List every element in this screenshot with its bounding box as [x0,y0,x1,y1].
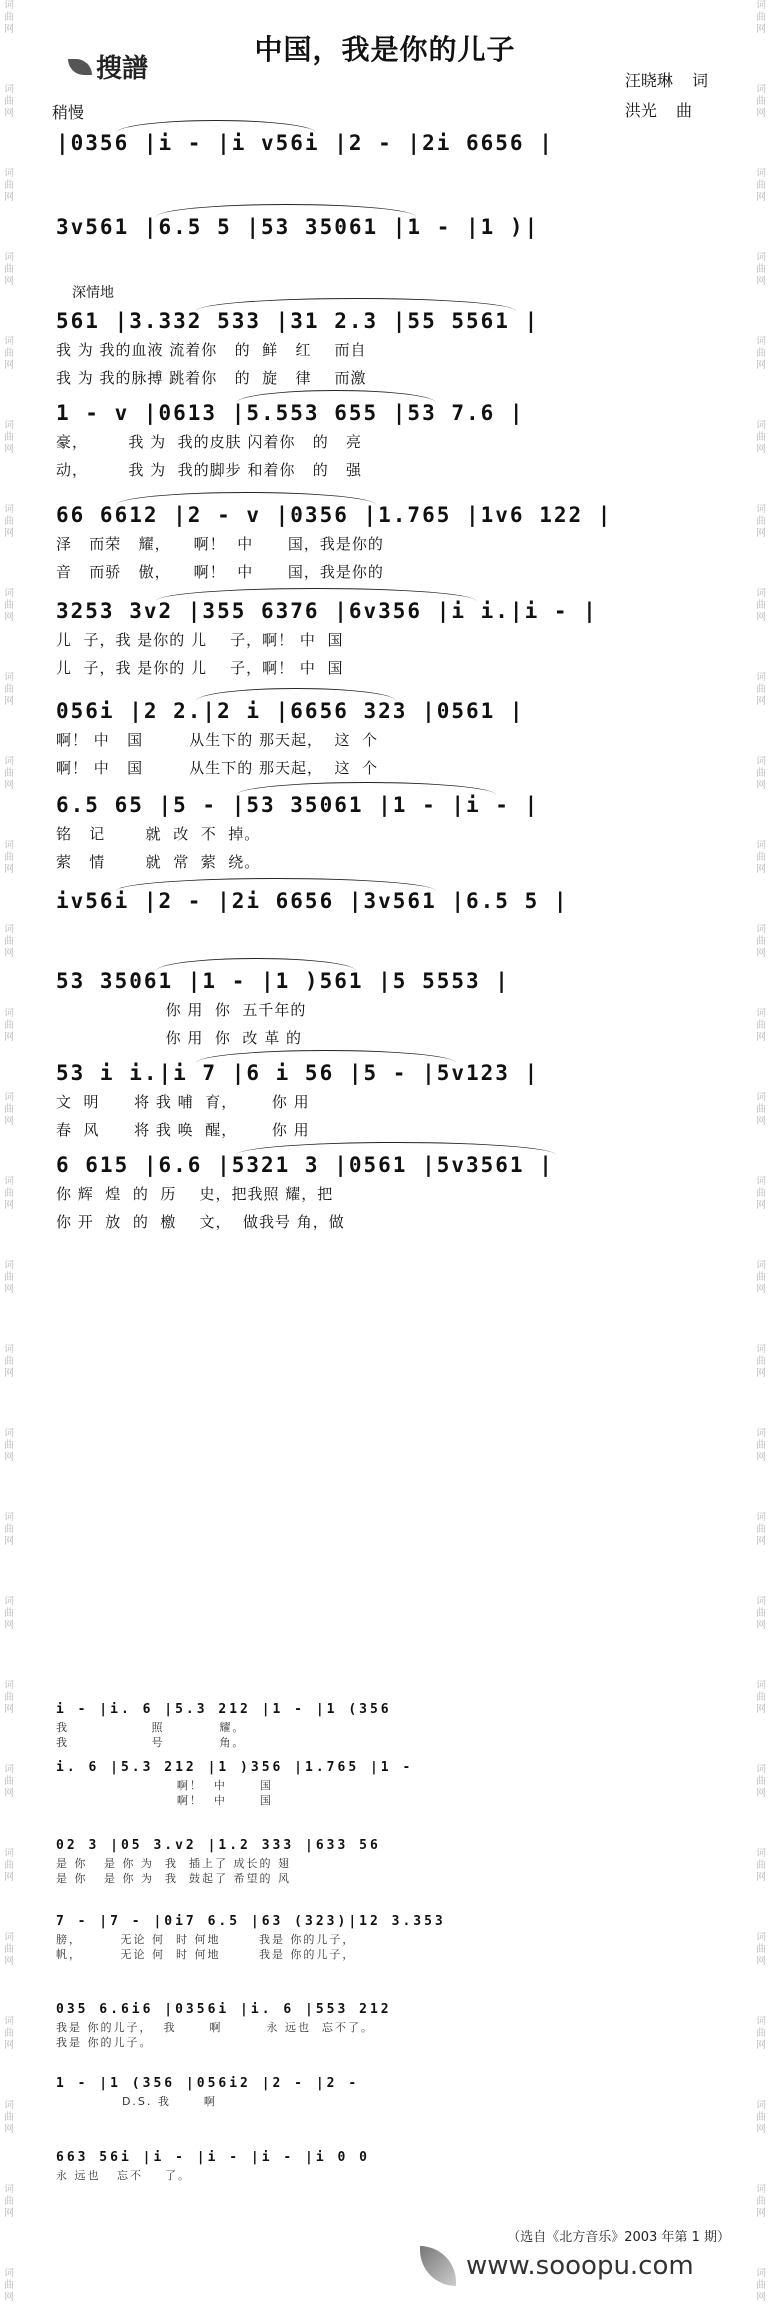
notation-line: i. 6 |5.3 212 |1 )356 |1.765 |1 - [56,1760,414,1775]
watermark-text: 词曲网 [4,252,14,287]
watermark-text: 词曲网 [756,1092,766,1127]
lyric-line: 膀， 无论 何 时 何地 我是 你的儿子， [56,1933,356,1946]
slur-arc [116,492,376,505]
lyric-line: 啊！ 中 国 [56,1779,273,1792]
composer-name: 洪光 [624,101,657,120]
lyric-line: 我 为 我的血液 流着你 的 鲜 红 而自 [56,341,367,359]
lyric-line: 我 号 角。 [56,1736,246,1749]
lyric-line: 我 为 我的脉搏 跳着你 的 旋 律 而激 [56,369,367,387]
watermark-text: 词曲网 [756,2184,766,2219]
watermark-text: 词曲网 [4,924,14,959]
notation-line: 1 - |1 (356 |056i2 |2 - |2 - [56,2076,360,2091]
lyric-line: 啊！ 中 国 从生下的 那天起， 这 个 [56,731,379,749]
watermark-text: 词曲网 [4,672,14,707]
notation-line: 6 615 |6.6 |5321 3 |0561 |5v3561 | [56,1153,554,1177]
lyric-line: 儿 子，我 是你的 儿 子，啊！ 中 国 [56,631,344,649]
notation-line: 53 35061 |1 - |1 )561 |5 5553 | [56,969,510,993]
watermark-text: 词曲网 [4,2016,14,2051]
expression-marking: 深情地 [72,285,114,301]
watermark-text: 词曲网 [4,1680,14,1715]
watermark-text: 词曲网 [4,840,14,875]
score-system [56,696,718,782]
notation-line: 3253 3v2 |355 6376 |6v356 |i i.|i - | [56,599,598,623]
source-note: （选自《北方音乐》2003 年第 1 期） [507,2230,730,2245]
slur-arc [116,120,316,133]
watermark-text: 词曲网 [4,1764,14,1799]
score-system [56,398,718,484]
lyricist-role: 词 [691,71,708,90]
lyric-line: 你 用 你 改 革 的 [56,1029,302,1047]
watermark-text: 词曲网 [756,1512,766,1547]
slur-arc [156,588,476,601]
lyric-line: 音 而骄 傲， 啊！ 中 国，我是你的 [56,563,384,581]
watermark-text: 词曲网 [4,1512,14,1547]
watermark-text: 词曲网 [4,2100,14,2135]
lyric-line: 我 照 耀。 [56,1721,246,1734]
lyric-line: 啊！ 中 国 [56,1794,273,1807]
watermark-text: 词曲网 [4,168,14,203]
notation-line: 3v561 |6.5 5 |53 35061 |1 - |1 )| [56,215,540,239]
lyric-line: 动， 我 为 我的脚步 和着你 的 强 [56,461,363,479]
slur-arc [116,878,436,891]
lyricist-name: 汪晓琳 [624,71,673,90]
watermark-text: 词曲网 [756,336,766,371]
score-system-small [56,1758,718,1808]
score-system-small [56,2148,718,2183]
slur-arc [196,298,516,311]
watermark-text: 词曲网 [4,1596,14,1631]
watermark-text: 词曲网 [756,924,766,959]
lyric-line: 铭 记 就 改 不 掉。 [56,825,261,843]
notation-line: 6.5 65 |5 - |53 35061 |1 - |i - | [56,793,540,817]
watermark-text: 词曲网 [4,420,14,455]
notation-line: 561 |3.332 533 |31 2.3 |55 5561 | [56,309,540,333]
lyricist-line [625,66,708,96]
watermark-text: 词曲网 [756,504,766,539]
watermark-text: 词曲网 [756,84,766,119]
lyric-line: 萦 情 就 常 萦 绕。 [56,853,261,871]
notation-line: 056i |2 2.|2 i |6656 323 |0561 | [56,699,525,723]
footer-url: www.sooopu.com [466,2251,694,2281]
lyric-line: 泽 而荣 耀， 啊！ 中 国，我是你的 [56,535,384,553]
watermark-text: 词曲网 [756,588,766,623]
lyric-line: 春 风 将 我 唤 醒， 你 用 [56,1121,310,1139]
song-title: 中国，我是你的儿子 [254,33,516,66]
watermark-text: 词曲网 [756,1680,766,1715]
watermark-text: 词曲网 [4,2268,14,2303]
watermark-text: 词曲网 [4,1260,14,1295]
score-system-small [56,2000,718,2050]
watermark-text: 词曲网 [756,1344,766,1379]
watermark-text: 词曲网 [4,1176,14,1211]
score-system [56,790,718,876]
score-system [56,500,718,586]
watermark-text: 词曲网 [756,0,766,35]
watermark-text: 词曲网 [756,756,766,791]
composer-line [625,96,708,126]
watermark-text: 词曲网 [756,1008,766,1043]
watermark-text: 词曲网 [756,252,766,287]
watermark-text: 词曲网 [4,336,14,371]
score-system [56,596,718,682]
slur-arc [196,688,396,701]
notation-line: |0356 |i - |i v56i |2 - |2i 6656 | [56,131,554,155]
notation-line: 66 6612 |2 - v |0356 |1.765 |1v6 122 | [56,503,613,527]
credits [625,66,708,126]
watermark-text: 词曲网 [756,1176,766,1211]
watermark-text: 词曲网 [4,756,14,791]
watermark-text: 词曲网 [756,168,766,203]
watermark-text: 词曲网 [4,504,14,539]
watermark-text: 词曲网 [756,2016,766,2051]
notation-line: 7 - |7 - |0i7 6.5 |63 (323)|12 3.353 [56,1914,446,1929]
watermark-text: 词曲网 [4,84,14,119]
watermark-text: 词曲网 [4,0,14,35]
score-system [56,966,718,1052]
notation-line: i - |i. 6 |5.3 212 |1 - |1 (356 [56,1702,392,1717]
watermark-text: 词曲网 [756,1428,766,1463]
score-system-small [56,1700,718,1750]
lyric-line: 你 辉 煌 的 历 史，把我照 耀，把 [56,1185,334,1203]
lyric-line: 我是 你的儿子， 我 啊 永 远也 忘不了。 [56,2021,374,2034]
watermark-text: 词曲网 [756,840,766,875]
score-system [56,1150,718,1236]
lyric-line: 啊！ 中 国 从生下的 那天起， 这 个 [56,759,379,777]
lyric-line: 帆， 无论 何 时 何地 我是 你的儿子， [56,1948,356,1961]
lyric-line: D.S. 我 啊 [56,2095,217,2108]
footer-leaf-icon [420,2246,456,2286]
score-system [56,1058,718,1144]
watermark-text: 词曲网 [756,1260,766,1295]
lyric-line: 豪， 我 为 我的皮肤 闪着你 的 亮 [56,433,363,451]
lyric-line: 我是 你的儿子。 [56,2036,153,2049]
watermark-text: 词曲网 [4,2184,14,2219]
lyric-line: 儿 子，我 是你的 儿 子，啊！ 中 国 [56,659,344,677]
watermark-text: 词曲网 [756,1764,766,1799]
watermark-text: 词曲网 [756,1848,766,1883]
notation-line: 1 - v |0613 |5.553 655 |53 7.6 | [56,401,525,425]
watermark-text: 词曲网 [4,1344,14,1379]
watermark-text: 词曲网 [756,2268,766,2303]
watermark-text: 词曲网 [756,672,766,707]
slur-arc [156,958,356,971]
tempo-marking: 稍慢 [52,103,85,122]
notation-line: iv56i |2 - |2i 6656 |3v561 |6.5 5 | [56,889,569,913]
composer-role: 曲 [675,101,692,120]
watermark-text: 词曲网 [4,1428,14,1463]
notation-line: 53 i i.|i 7 |6 i 56 |5 - |5v123 | [56,1061,540,1085]
watermark-text: 词曲网 [756,1932,766,1967]
lyric-line: 永 远也 忘不 了。 [56,2169,191,2182]
score-system-small [56,1912,718,1962]
score-system [56,128,718,158]
lyric-line: 是 你 是 你 为 我 鼓起了 希望的 风 [56,1872,291,1885]
watermark-text: 词曲网 [4,1932,14,1967]
watermark-text: 词曲网 [756,2100,766,2135]
right-watermark-strip [752,0,770,2318]
slur-arc [156,204,416,217]
logo-text: 搜譜 [96,54,149,84]
notation-line: 02 3 |05 3.v2 |1.2 333 |633 56 [56,1838,381,1853]
watermark-text: 词曲网 [756,1596,766,1631]
lyric-line: 文 明 将 我 哺 育， 你 用 [56,1093,310,1111]
footer-brand[interactable] [420,2246,694,2286]
notation-line: 663 56i |i - |i - |i - |i 0 0 [56,2150,370,2165]
score-system-small [56,2074,718,2109]
notation-line: 035 6.6i6 |0356i |i. 6 |553 212 [56,2002,392,2017]
watermark-text: 词曲网 [4,1008,14,1043]
lyric-line: 是 你 是 你 为 我 插上了 成长的 翅 [56,1857,291,1870]
score-system [56,212,718,242]
watermark-text: 词曲网 [4,588,14,623]
score-system-small [56,1836,718,1886]
score-system [56,886,718,916]
watermark-text: 词曲网 [756,420,766,455]
lyric-line: 你 用 你 五千年的 [56,1001,307,1019]
left-watermark-strip [0,0,18,2318]
score-system [56,306,718,392]
lyric-line: 你 开 放 的 檄 文， 做我号 角，做 [56,1213,345,1231]
slur-arc [236,782,496,795]
watermark-text: 词曲网 [4,1848,14,1883]
watermark-text: 词曲网 [4,1092,14,1127]
